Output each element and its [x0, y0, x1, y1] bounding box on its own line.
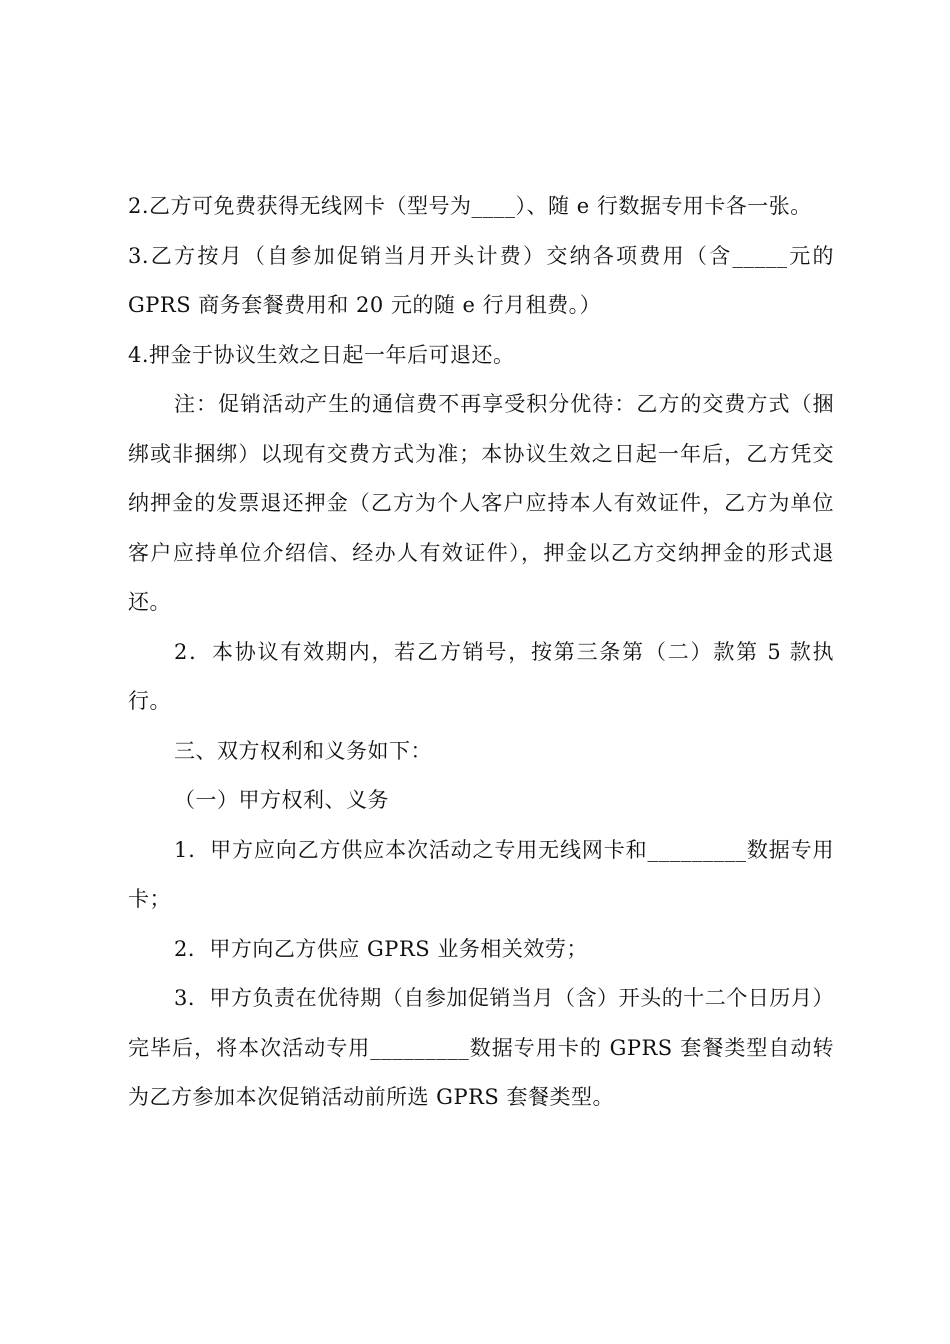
document-body	[128, 182, 834, 1123]
paragraph-validity: 2．本协议有效期内，若乙方销号，按第三条第（二）款第 5 款执行。	[128, 639, 834, 713]
section-heading-rights: 三、双方权利和义务如下：	[174, 738, 432, 763]
party-a-item-2: 2．甲方向乙方供应 GPRS 业务相关效劳；	[174, 936, 588, 961]
paragraph-item-2: 2.乙方可免费获得无线网卡（型号为____）、随 e 行数据专用卡各一张。	[128, 194, 812, 218]
party-a-item-3: 3．甲方负责在优待期（自参加促销当月（含）开头的十二个日历月）完毕后，将本次活动专用_________数据专用卡的 GPRS 套餐类型自动转为乙方参加本次促销活动前所选 GPRS 套餐类型。	[128, 986, 834, 1109]
subsection-heading-party-a: （一）甲方权利、义务	[174, 788, 389, 812]
paragraph-item-4: 4.押金于协议生效之日起一年后可退还。	[128, 342, 515, 367]
paragraph-item-3: 3.乙方按月（自参加促销当月开头计费）交纳各项费用（含_____元的 GPRS 商务套餐费用和 20 元的随 e 行月租费。）	[128, 243, 834, 317]
party-a-item-1: 1．甲方应向乙方供应本次活动之专用无线网卡和_________数据专用卡；	[128, 837, 834, 911]
note-paragraph: 注：促销活动产生的通信费不再享受积分优待：乙方的交费方式（捆绑或非捆绑）以现有交费方式为准；本协议生效之日起一年后，乙方凭交纳押金的发票退还押金（乙方为个人客户应持本人有效证件，乙方为单位客户应持单位介绍信、经办人有效证件），押金以乙方交纳押金的形式退还。	[128, 392, 834, 614]
